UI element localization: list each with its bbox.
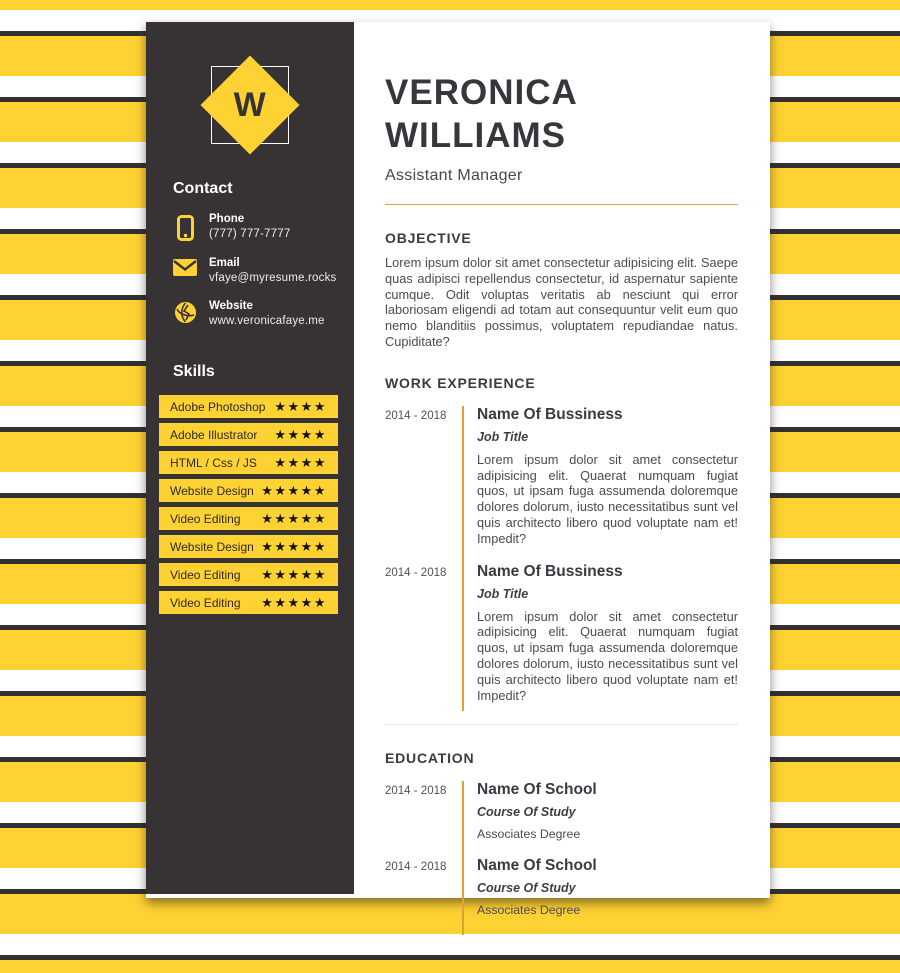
skill-name: Video Editing: [170, 567, 241, 582]
contact-value: (777) 777-7777: [209, 228, 291, 240]
skill-star-rating: ★★★★★: [261, 566, 327, 582]
logo-diamond: [201, 56, 300, 155]
section-divider: [385, 724, 738, 725]
entry-dates: 2014 - 2018: [385, 861, 447, 874]
contact-item-phone: [173, 213, 338, 241]
skill-bar: [159, 535, 338, 558]
objective-heading: OBJECTIVE: [385, 230, 472, 246]
resume-sheet: [146, 22, 770, 918]
business-name: Name Of Bussiness: [477, 405, 623, 423]
skill-star-rating: ★★★★★: [261, 482, 327, 498]
degree: Associates Degree: [477, 827, 581, 842]
person-name: [385, 71, 738, 157]
contact-item-email: [173, 257, 338, 284]
first-name: VERONICA: [385, 73, 578, 112]
skills-heading: Skills: [173, 363, 215, 380]
education-entries: [385, 781, 738, 935]
skill-name: Video Editing: [170, 595, 241, 610]
education-entry: [385, 781, 738, 857]
contact-label: Phone: [209, 213, 245, 225]
skill-name: Website Design: [170, 539, 254, 554]
business-name: Name Of Bussiness: [477, 562, 623, 580]
entry-description: Lorem ipsum dolor sit amet consectetur adipisicing elit. Quaerat numquam fugiat quos, ut ipsam fuga assumenda doloremque dolores dolorum, iusto necessitatibus sunt vel quis architecto libero quod voluptate nam et! Impedit?: [477, 608, 738, 703]
accent-divider: [385, 204, 738, 205]
contact-value: vfaye@myresume.rocks: [209, 272, 337, 284]
entry-body: [462, 563, 738, 712]
education-heading: EDUCATION: [385, 750, 475, 767]
skill-bar: [159, 507, 338, 530]
work-entry: [385, 563, 738, 712]
education-entry: [385, 857, 738, 935]
skill-bar: [159, 423, 338, 446]
skill-name: Website Design: [170, 483, 254, 498]
work-entries: [385, 406, 738, 712]
contact-value: www.veronicafaye.me: [209, 315, 325, 327]
skill-star-rating: ★★★★: [274, 454, 327, 470]
skill-star-rating: ★★★★★: [261, 510, 327, 526]
degree: Associates Degree: [477, 903, 581, 918]
skill-star-rating: ★★★★★: [261, 594, 327, 610]
person-job-title: Assistant Manager: [385, 167, 523, 184]
logo-initial: W: [233, 85, 267, 124]
entry-dates: 2014 - 2018: [385, 409, 447, 422]
job-title-label: Job Title: [477, 429, 529, 444]
contact-item-website: [173, 300, 338, 327]
email-icon: [173, 257, 197, 276]
entry-dates: 2014 - 2018: [385, 566, 447, 579]
contact-label: Email: [209, 257, 240, 269]
globe-icon: [173, 300, 197, 323]
contact-label: Website: [209, 300, 253, 312]
main-content: [354, 22, 770, 918]
work-entry: [385, 406, 738, 563]
skill-name: Video Editing: [170, 511, 241, 526]
skill-name: HTML / Css / JS: [170, 455, 257, 470]
skill-star-rating: ★★★★: [274, 426, 327, 442]
work-experience-heading: WORK EXPERIENCE: [385, 374, 536, 391]
skill-name: Adobe Illustrator: [170, 427, 258, 442]
school-name: Name Of School: [477, 781, 597, 799]
entry-body: [462, 857, 738, 935]
skill-name: Adobe Photoshop: [170, 399, 266, 414]
job-title-label: Job Title: [477, 586, 529, 601]
entry-dates: 2014 - 2018: [385, 785, 447, 798]
skill-bar: [159, 563, 338, 586]
skills-list: [146, 395, 354, 614]
logo-frame: [211, 66, 289, 144]
sidebar: [146, 22, 354, 894]
skill-bar: [159, 395, 338, 418]
course-of-study: Course Of Study: [477, 805, 576, 820]
last-name: WILLIAMS: [385, 116, 567, 155]
phone-icon: [173, 213, 197, 241]
entry-body: [462, 406, 738, 563]
skill-star-rating: ★★★★★: [261, 538, 327, 554]
skill-bar: [159, 479, 338, 502]
skill-star-rating: ★★★★: [274, 398, 327, 414]
entry-description: Lorem ipsum dolor sit amet consectetur adipisicing elit. Quaerat numquam fugiat quos, ut ipsam fuga assumenda doloremque dolores dolorum, iusto necessitatibus sunt vel quis architecto libero quod voluptate nam et! Impedit?: [477, 451, 738, 546]
skill-bar: [159, 451, 338, 474]
entry-body: [462, 781, 738, 857]
objective-text: Lorem ipsum dolor sit amet consectetur adipisicing elit. Saepe quas adipisci repellendus consectetur, id aspernatur sapiente cumque. Odit voluptas veritatis ab nesciunt qui error laboriosam eligendi ad totam aut consequuntur velit eum quo nemo blanditiis possimus, voluptatem repudiandae natus. Cupiditate?: [385, 255, 738, 349]
skill-bar: [159, 591, 338, 614]
course-of-study: Course Of Study: [477, 881, 576, 896]
contact-heading: Contact: [173, 180, 233, 197]
school-name: Name Of School: [477, 857, 597, 875]
